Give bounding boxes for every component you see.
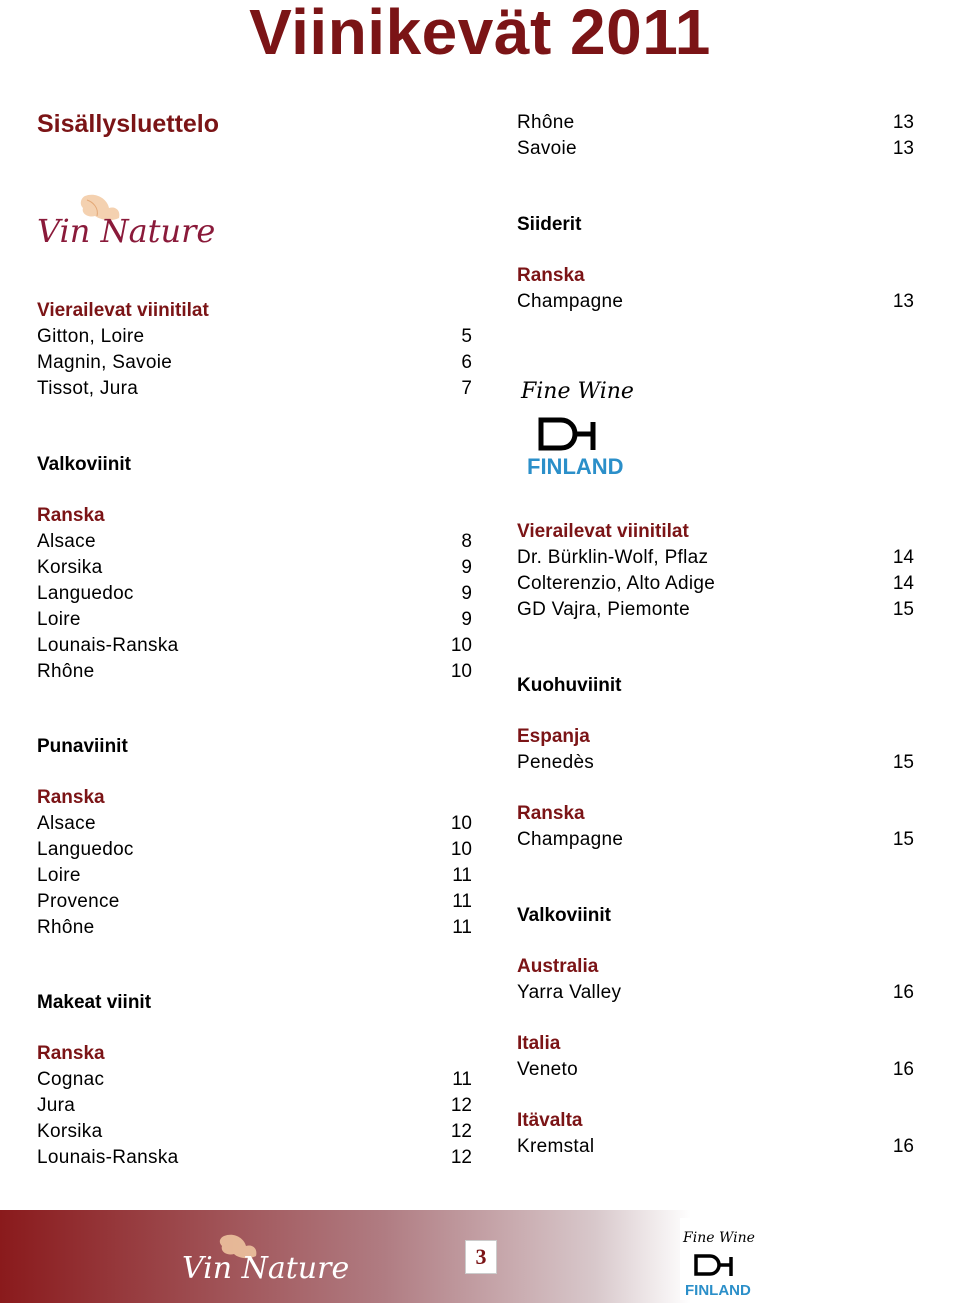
toc-entry[interactable]: Yarra Valley 16 bbox=[517, 982, 914, 1003]
section-heading-red: Punaviinit bbox=[37, 736, 128, 757]
page-number: 3 bbox=[465, 1240, 497, 1274]
toc-entry[interactable]: Lounais-Ranska 12 bbox=[37, 1147, 472, 1168]
country-heading: Ranska bbox=[517, 803, 585, 824]
footer-fine-wine-text: Fine Wine bbox=[683, 1230, 755, 1246]
footer-fine-wine-country: FINLAND bbox=[685, 1282, 751, 1299]
toc-entry[interactable]: Champagne 15 bbox=[517, 829, 914, 850]
footer-vin-nature-text: Vin Nature bbox=[182, 1251, 350, 1286]
toc-entry[interactable]: Savoie 13 bbox=[517, 138, 914, 159]
toc-entry[interactable]: Alsace 10 bbox=[37, 813, 472, 834]
toc-entry[interactable]: Languedoc 9 bbox=[37, 583, 472, 604]
toc-entry[interactable]: Tissot, Jura 7 bbox=[37, 378, 472, 399]
footer-vin-nature-logo bbox=[180, 1232, 350, 1288]
section-heading-sparkling: Kuohuviinit bbox=[517, 675, 622, 696]
country-heading: Ranska bbox=[37, 1043, 105, 1064]
toc-entry[interactable]: GD Vajra, Piemonte 15 bbox=[517, 599, 914, 620]
toc-entry[interactable]: Loire 9 bbox=[37, 609, 472, 630]
footer-fine-wine-logo bbox=[680, 1218, 755, 1300]
toc-title: Sisällysluettelo bbox=[37, 110, 220, 138]
country-heading: Itävalta bbox=[517, 1110, 583, 1131]
section-heading-sweet: Makeat viinit bbox=[37, 992, 152, 1013]
toc-entry[interactable]: Loire 11 bbox=[37, 865, 472, 886]
toc-entry[interactable]: Korsika 9 bbox=[37, 557, 472, 578]
toc-entry[interactable]: Alsace 8 bbox=[37, 531, 472, 552]
toc-entry[interactable]: Korsika 12 bbox=[37, 1121, 472, 1142]
glass-icon bbox=[541, 420, 593, 450]
section-heading-cider: Siiderit bbox=[517, 214, 582, 235]
toc-entry[interactable]: Champagne 13 bbox=[517, 291, 914, 312]
toc-entry[interactable]: Rhône 13 bbox=[517, 112, 914, 133]
country-heading: Ranska bbox=[37, 505, 105, 526]
toc-entry[interactable]: Dr. Bürklin-Wolf, Pflaz 14 bbox=[517, 547, 914, 568]
fine-wine-logo-text: Fine Wine bbox=[521, 379, 634, 404]
toc-entry[interactable]: Veneto 16 bbox=[517, 1059, 914, 1080]
country-heading: Italia bbox=[517, 1033, 561, 1054]
toc-entry[interactable]: Kremstal 16 bbox=[517, 1136, 914, 1157]
fine-wine-country: FINLAND bbox=[527, 454, 624, 479]
toc-entry[interactable]: Gitton, Loire 5 bbox=[37, 326, 472, 347]
toc-entry[interactable]: Penedès 15 bbox=[517, 752, 914, 773]
country-heading: Espanja bbox=[517, 726, 590, 747]
country-heading: Ranska bbox=[37, 787, 105, 808]
toc-entry[interactable]: Cognac 11 bbox=[37, 1069, 472, 1090]
country-heading: Ranska bbox=[517, 265, 585, 286]
section-heading-white: Valkoviinit bbox=[517, 905, 611, 926]
toc-entry[interactable]: Lounais-Ranska 10 bbox=[37, 635, 472, 656]
section-header-visiting: Vierailevat viinitilat bbox=[37, 300, 209, 321]
toc-entry[interactable]: Rhône 11 bbox=[37, 917, 472, 938]
toc-entry[interactable]: Magnin, Savoie 6 bbox=[37, 352, 472, 373]
vin-nature-logo bbox=[37, 192, 216, 252]
section-header-visiting: Vierailevat viinitilat bbox=[517, 521, 689, 542]
toc-entry[interactable]: Rhône 10 bbox=[37, 661, 472, 682]
fine-wine-finland-logo bbox=[517, 362, 634, 482]
toc-entry[interactable]: Languedoc 10 bbox=[37, 839, 472, 860]
toc-entry[interactable]: Colterenzio, Alto Adige 14 bbox=[517, 573, 914, 594]
section-heading-white: Valkoviinit bbox=[37, 454, 131, 475]
country-heading: Australia bbox=[517, 956, 599, 977]
vin-nature-logo-text: Vin Nature bbox=[37, 212, 216, 250]
page-title: Viinikevät 2011 bbox=[249, 0, 711, 68]
toc-entry[interactable]: Jura 12 bbox=[37, 1095, 472, 1116]
toc-entry[interactable]: Provence 11 bbox=[37, 891, 472, 912]
